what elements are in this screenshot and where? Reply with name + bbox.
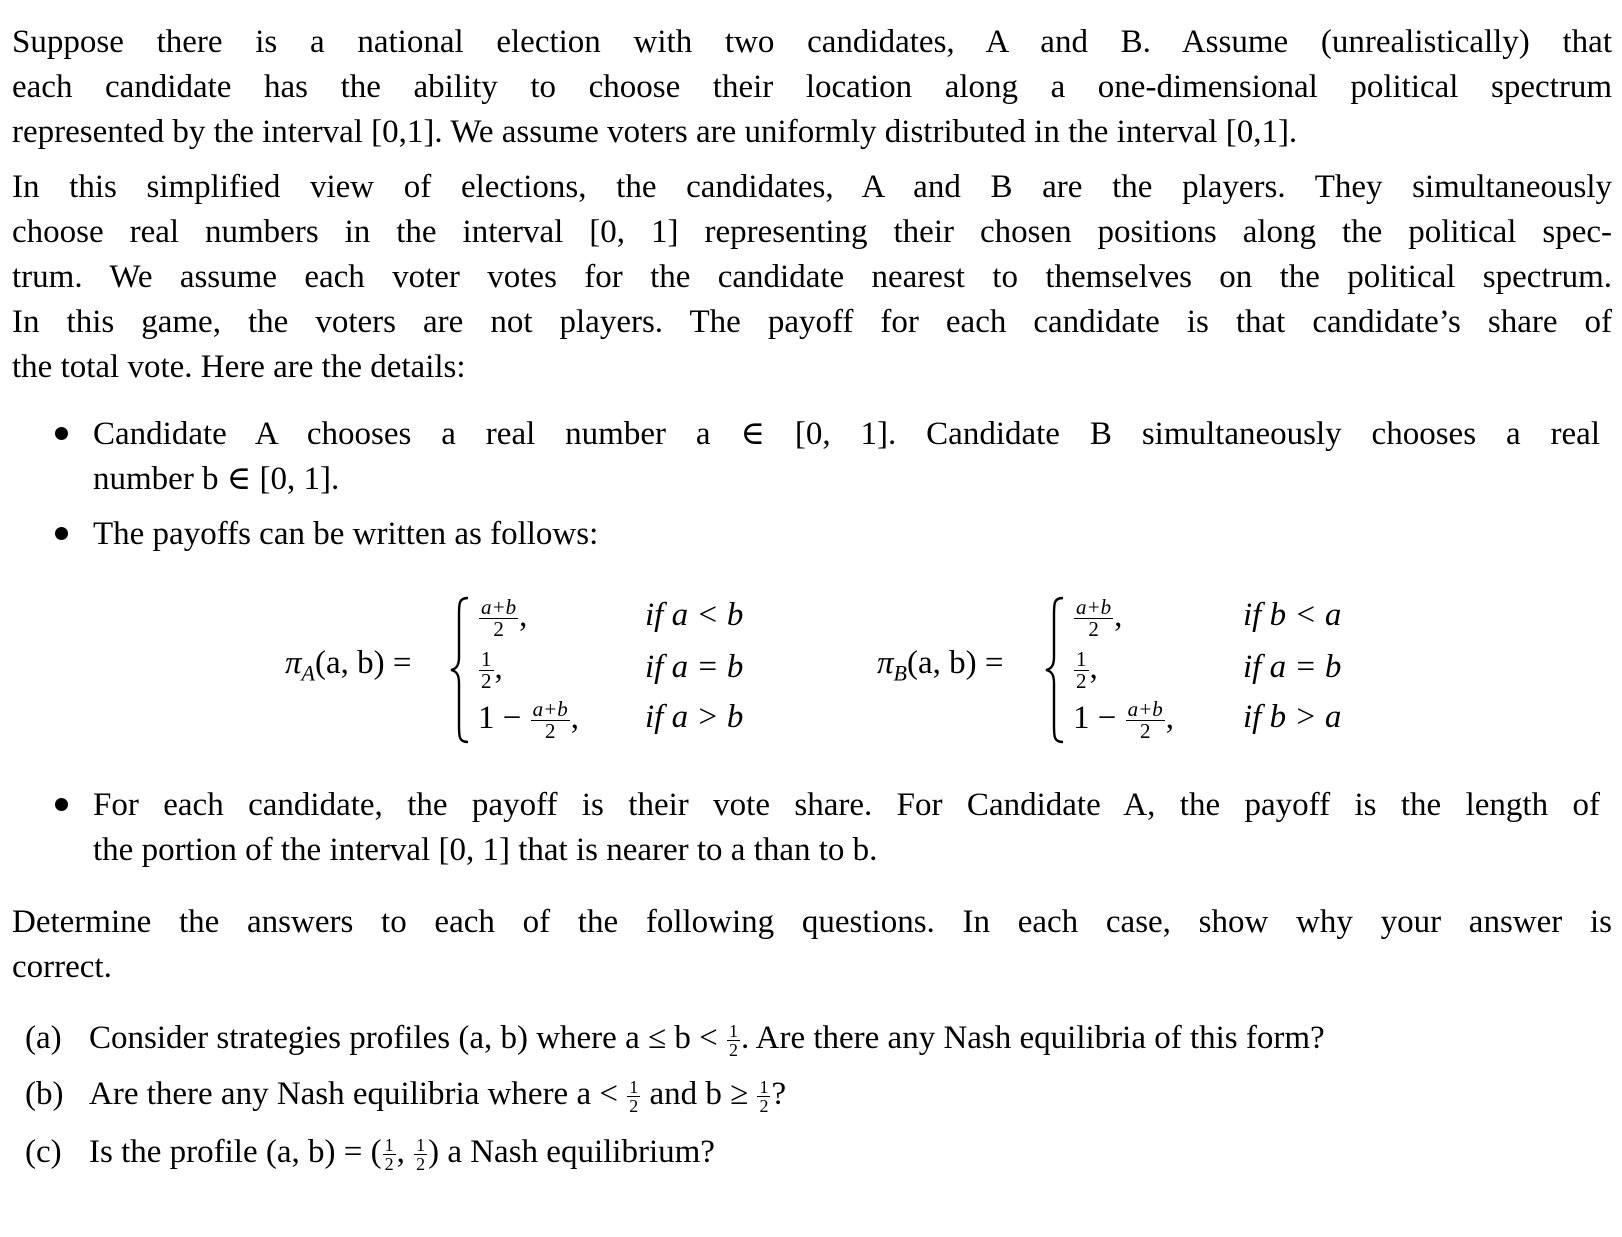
intro-line-3: represented by the interval [0,1]. We assume voters are uniformly distributed in the interval [0,1].: [12, 114, 1298, 150]
payoff-b-case1-value: $\frac{a+b}{2}$ ,: [1076, 595, 1123, 641]
question-a-text: Consider strategies profiles (a, b) where a ≤ b < $\frac{1}{2}$ . Are there any Nash equilibria of this form?: [89, 1020, 1325, 1060]
payoff-b-equation: [0, 585, 1622, 755]
instructions-line-2: correct.: [12, 949, 112, 985]
question-c-text: Is the profile (a, b) = ( $\frac{1}{2}$ , $\frac{1}{2}$ ) a Nash equilibrium?: [89, 1134, 715, 1174]
setup-line-4: In this game, the voters are not players. The payoff for each candidate is that candidate’s share of: [12, 304, 1612, 340]
payoff-b-case1-condition: if b < a: [1243, 597, 1342, 633]
bullet-vote-share-line-2: the portion of the interval [0, 1] that is nearer to a than to b.: [93, 832, 878, 868]
bullet-icon: [55, 798, 68, 811]
bullet-strategies: [55, 412, 1600, 502]
payoff-a-lhs: $\pi_A(a$, b) =: [285, 645, 412, 686]
payoff-a-case3-value: 1 − $\frac{a+b}{2}$ ,: [478, 697, 580, 743]
payoff-b-case3-value: 1 − $\frac{a+b}{2}$ ,: [1073, 697, 1175, 743]
setup-line-5: the total vote. Here are the details:: [12, 349, 466, 385]
instructions-paragraph: [12, 900, 1612, 990]
payoff-b-lhs: $\pi_B(a$, b) =: [877, 645, 1004, 686]
intro-line-2: each candidate has the ability to choose their location along a one-dimensional political spectrum: [12, 69, 1612, 105]
intro-paragraph: [12, 20, 1612, 155]
payoff-a-case1-value: $\frac{a+b}{2}$ ,: [481, 595, 528, 641]
payoff-b-case2-value: $\frac{1}{2}$ ,: [1076, 647, 1098, 693]
payoff-b-case2-condition: if a = b: [1243, 649, 1342, 685]
setup-line-2: choose real numbers in the interval [0, 1] representing their chosen positions along the political spec-: [12, 214, 1612, 250]
payoff-b-case3-condition: if b > a: [1243, 699, 1342, 735]
payoff-a-case2-value: $\frac{1}{2}$ ,: [481, 647, 503, 693]
bullet-icon: [55, 527, 68, 540]
bullet-vote-share: [55, 783, 1600, 873]
bullet-strategies-line-1: Candidate A chooses a real number a ∈ [0, 1]. Candidate B simultaneously chooses a real: [93, 416, 1600, 452]
bullet-strategies-line-2: number b ∈ [0, 1].: [93, 461, 340, 497]
question-b-text: Are there any Nash equilibria where a < $\frac{1}{2}$ and b ≥ $\frac{1}{2}$ ?: [89, 1076, 787, 1116]
bullet-payoffs: [55, 512, 1600, 557]
question-b-label: (b): [25, 1076, 64, 1112]
bullet-icon: [55, 427, 68, 440]
bullet-vote-share-line-1: For each candidate, the payoff is their vote share. For Candidate A, the payoff is the length of: [93, 787, 1600, 823]
payoff-a-case3-condition: if a > b: [645, 699, 744, 735]
intro-line-1: Suppose there is a national election with two candidates, A and B. Assume (unrealistically) that: [12, 24, 1612, 60]
left-brace-icon: [1043, 595, 1067, 745]
setup-line-3: trum. We assume each voter votes for the candidate nearest to themselves on the political spectrum.: [12, 259, 1612, 295]
payoff-a-case2-condition: if a = b: [645, 649, 744, 685]
setup-paragraph: [12, 165, 1612, 390]
question-c-label: (c): [25, 1134, 62, 1170]
instructions-line-1: Determine the answers to each of the following questions. In each case, show why your answer is: [12, 904, 1612, 940]
bullet-payoffs-text: The payoffs can be written as follows:: [93, 516, 599, 552]
setup-line-1: In this simplified view of elections, the candidates, A and B are the players. They simultaneously: [12, 169, 1612, 205]
payoff-a-case1-condition: if a < b: [645, 597, 744, 633]
question-a-label: (a): [25, 1020, 62, 1056]
